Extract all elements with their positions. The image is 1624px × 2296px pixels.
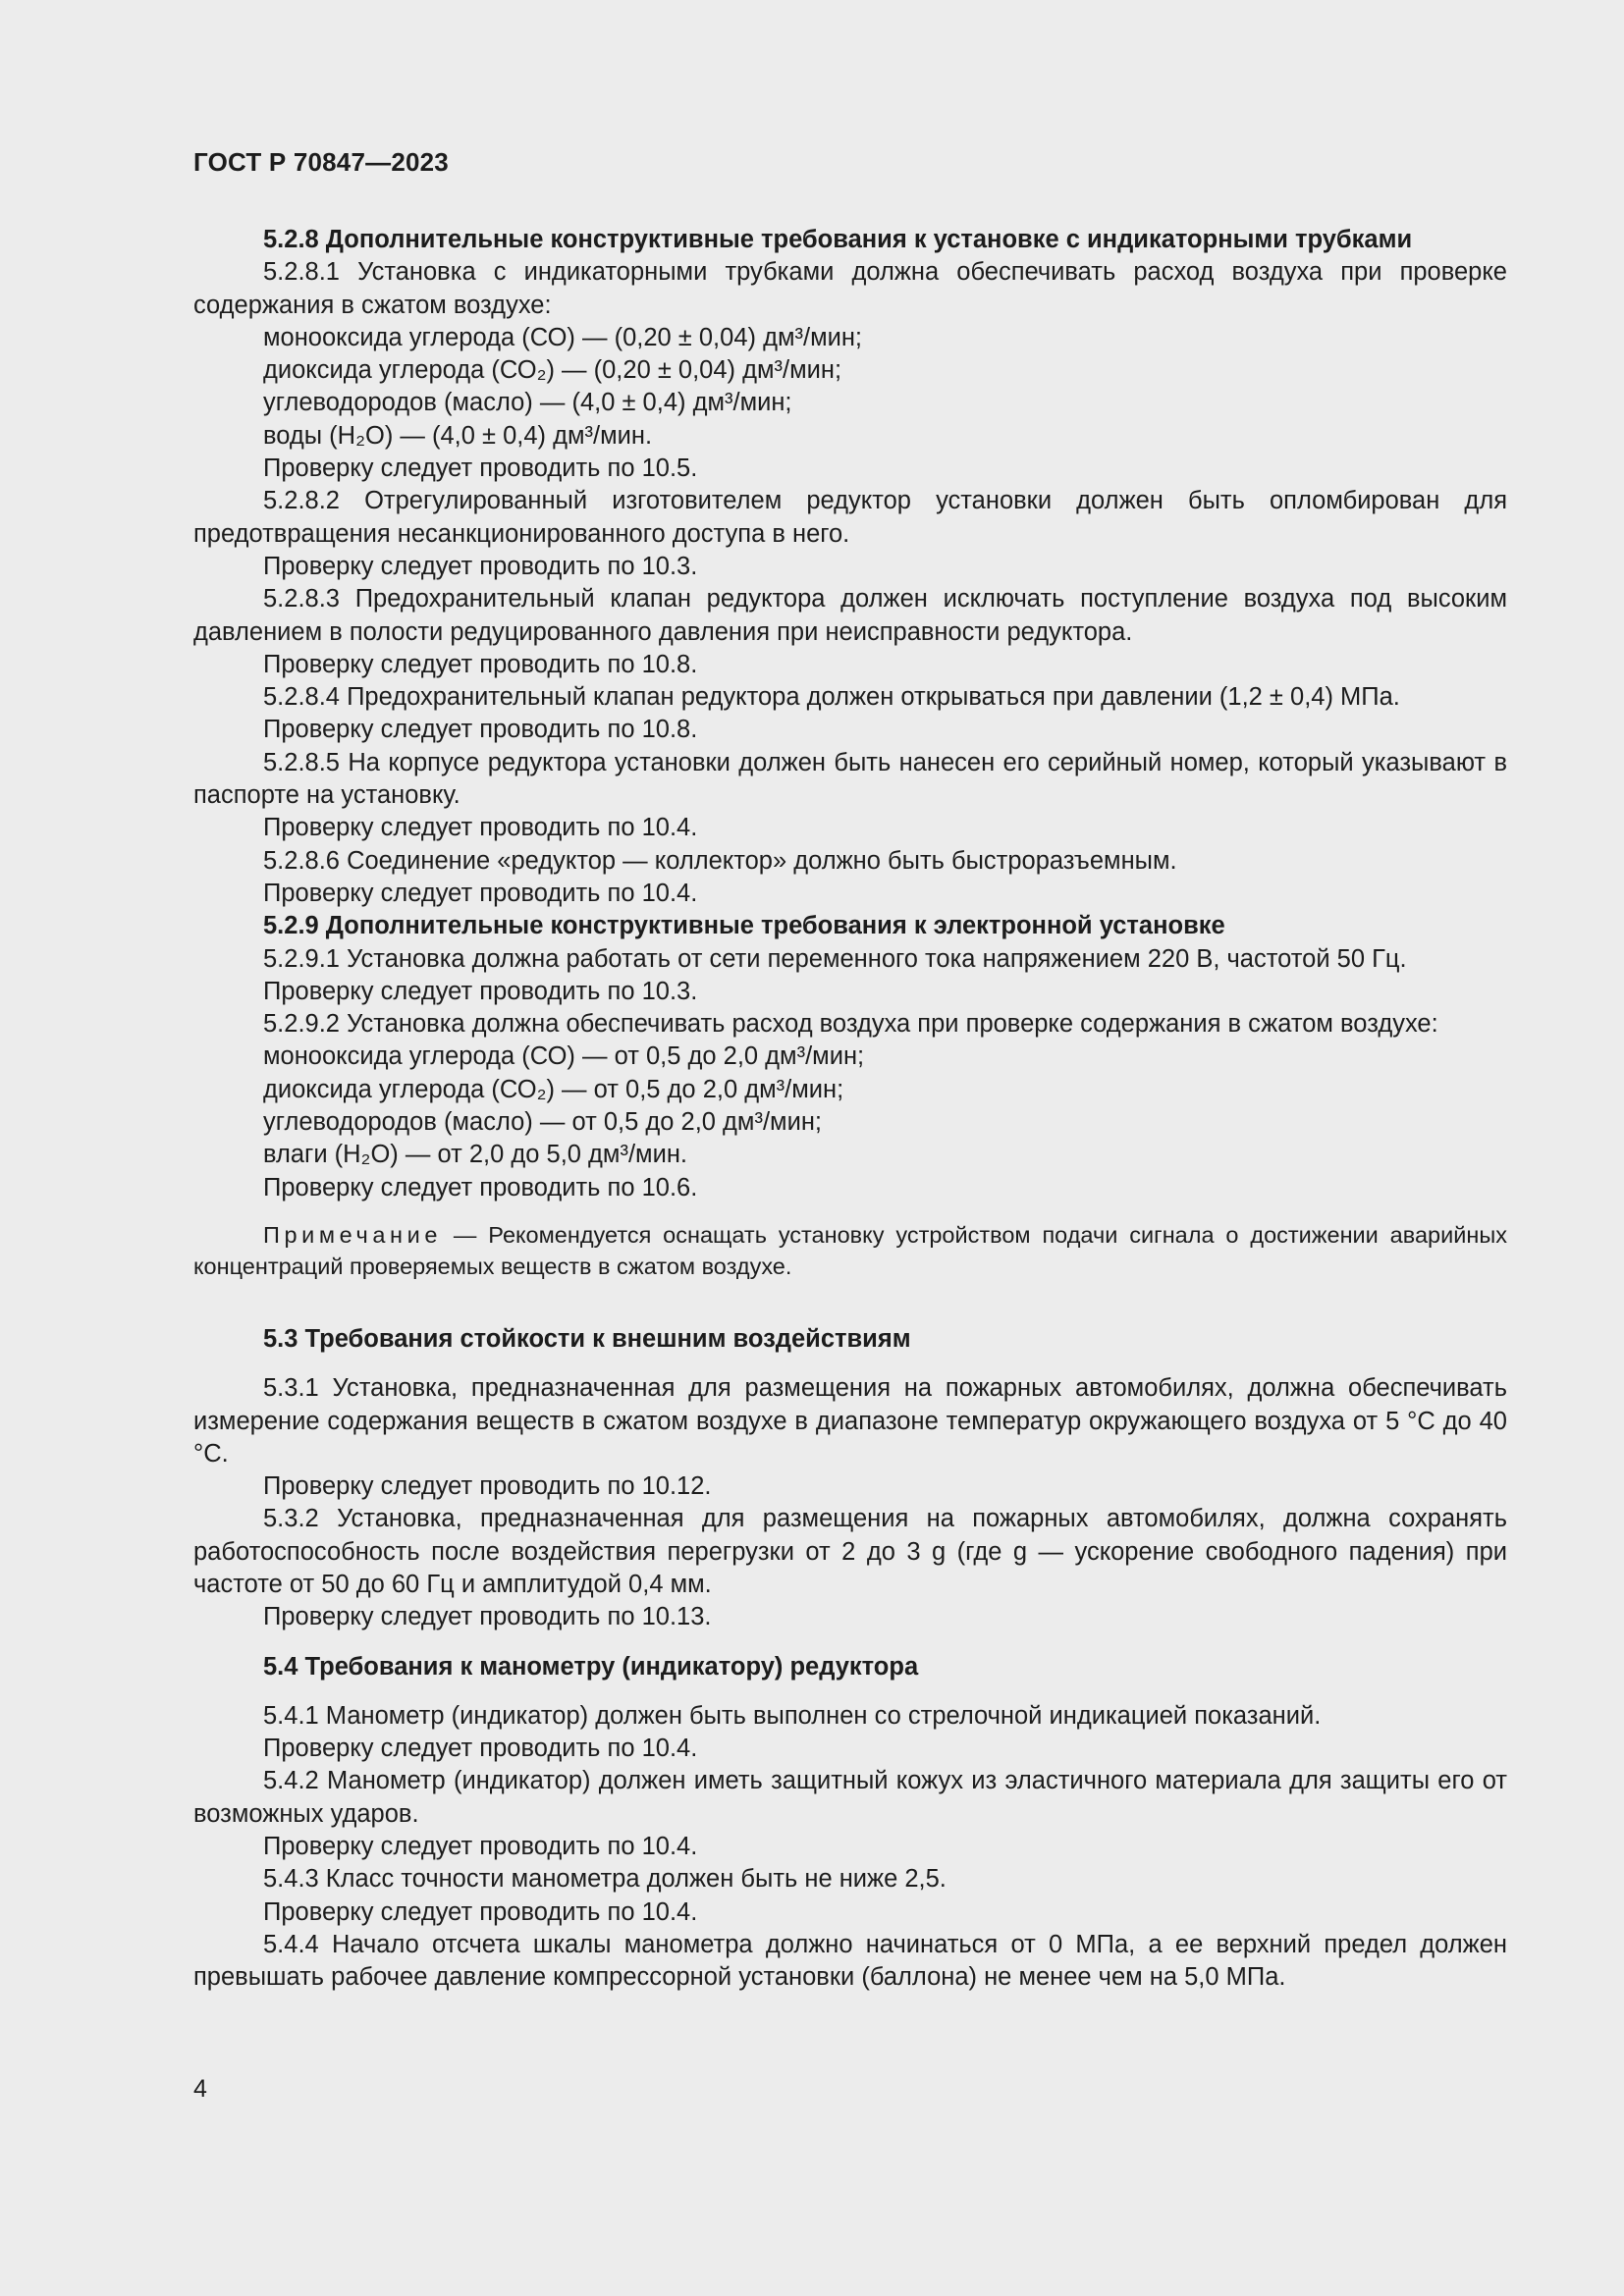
clause-5-2-9-1: 5.2.9.1 Установка должна работать от сети переменного тока напряжением 220 В, частотой 50 Гц. [263, 944, 1407, 973]
document-header: ГОСТ Р 70847—2023 [193, 147, 449, 177]
check-reference: Проверку следует проводить по 10.4. [263, 1735, 698, 1763]
note-label: Примечание [263, 1221, 443, 1248]
list-item-co2: диоксида углерода (СО₂) — (0,20 ± 0,04) дм³/мин; [263, 356, 842, 385]
section-title-5-2-8: 5.2.8 Дополнительные конструктивные требования к установке с индикаторными трубками [263, 226, 1413, 253]
clause-5-2-8-5: 5.2.8.5 На корпусе редуктора установки должен быть нанесен его серийный номер, который указывают в паспорте на установку. [193, 748, 1507, 810]
check-reference: Проверку следует проводить по 10.4. [263, 1833, 698, 1861]
clause-5-2-8-3: 5.2.8.3 Предохранительный клапан редуктора должен исключать поступление воздуха под высоким давлением в полости редуцированного давления при неисправности редуктора. [193, 585, 1507, 646]
clause-5-4-4: 5.4.4 Начало отсчета шкалы манометра должно начинаться от 0 МПа, а ее верхний предел должен превышать рабочее давление компрессорной установки (баллона) не менее чем на 5,0 МПа. [193, 1930, 1507, 1992]
section-title-5-4: 5.4 Требования к манометру (индикатору) редуктора [263, 1652, 919, 1681]
list-item-co: монооксида углерода (СО) — (0,20 ± 0,04) дм³/мин; [263, 323, 863, 351]
check-reference: Проверку следует проводить по 10.3. [263, 977, 698, 1005]
section-title-5-3: 5.3 Требования стойкости к внешним воздействиям [263, 1324, 911, 1353]
note-text: — Рекомендуется оснащать установку устройством подачи сигнала о достижении аварийных концентраций проверяемых веществ в сжатом воздухе. [193, 1221, 1507, 1279]
list-item-oil: углеводородов (масло) — (4,0 ± 0,4) дм³/мин; [263, 389, 792, 417]
check-reference: Проверку следует проводить по 10.12. [263, 1472, 712, 1501]
clause-5-2-8-4: 5.2.8.4 Предохранительный клапан редуктора должен открываться при давлении (1,2 ± 0,4) МПа. [263, 683, 1400, 712]
check-reference: Проверку следует проводить по 10.4. [263, 1897, 698, 1926]
check-reference: Проверку следует проводить по 10.5. [263, 454, 698, 483]
check-reference: Проверку следует проводить по 10.4. [263, 879, 698, 907]
list-item-co2: диоксида углерода (СО₂) — от 0,5 до 2,0 дм³/мин; [263, 1075, 844, 1103]
section-title-5-2-9: 5.2.9 Дополнительные конструктивные требования к электронной установке [263, 912, 1225, 940]
check-reference: Проверку следует проводить по 10.8. [263, 650, 698, 678]
clause-5-4-2: 5.4.2 Манометр (индикатор) должен иметь защитный кожух из эластичного материала для защиты его от возможных ударов. [193, 1767, 1507, 1828]
check-reference: Проверку следует проводить по 10.13. [263, 1603, 712, 1631]
clause-5-3-2: 5.3.2 Установка, предназначенная для размещения на пожарных автомобилях, должна сохранять работоспособность после воздействия перегрузки от 2 до 3 g (где g — ускорение свободного падения) при частоте от 50 до 60 Гц и амплитудой 0,4 мм. [193, 1505, 1507, 1598]
document-body [193, 224, 1507, 1995]
check-reference: Проверку следует проводить по 10.3. [263, 552, 698, 580]
clause-5-4-3: 5.4.3 Класс точности манометра должен быть не ниже 2,5. [263, 1865, 947, 1894]
list-item-oil: углеводородов (масло) — от 0,5 до 2,0 дм³/мин; [263, 1108, 822, 1137]
clause-5-2-8-2: 5.2.8.2 Отрегулированный изготовителем редуктор установки должен быть опломбирован для предотвращения несанкционированного доступа в него. [193, 487, 1507, 548]
check-reference: Проверку следует проводить по 10.8. [263, 716, 698, 744]
clause-5-3-1: 5.3.1 Установка, предназначенная для размещения на пожарных автомобилях, должна обеспечивать измерение содержания веществ в сжатом воздухе в диапазоне температур окружающего воздуха от 5 °С до 40 °С. [193, 1374, 1507, 1468]
clause-5-2-9-2: 5.2.9.2 Установка должна обеспечивать расход воздуха при проверке содержания в сжатом воздухе: [263, 1010, 1438, 1039]
check-reference: Проверку следует проводить по 10.4. [263, 814, 698, 842]
list-item-h2o: влаги (Н₂О) — от 2,0 до 5,0 дм³/мин. [263, 1141, 687, 1169]
clause-5-2-8-1: 5.2.8.1 Установка с индикаторными трубками должна обеспечивать расход воздуха при проверке содержания в сжатом воздухе: [193, 258, 1507, 319]
clause-5-2-8-6: 5.2.8.6 Соединение «редуктор — коллектор» должно быть быстроразъемным. [263, 846, 1177, 875]
page-number: 4 [193, 2075, 207, 2103]
check-reference: Проверку следует проводить по 10.6. [263, 1173, 698, 1201]
list-item-h2o: воды (Н₂О) — (4,0 ± 0,4) дм³/мин. [263, 421, 653, 450]
clause-5-4-1: 5.4.1 Манометр (индикатор) должен быть выполнен со стрелочной индикацией показаний. [263, 1701, 1322, 1730]
note [193, 1219, 1507, 1282]
list-item-co: монооксида углерода (СО) — от 0,5 до 2,0 дм³/мин; [263, 1042, 865, 1071]
